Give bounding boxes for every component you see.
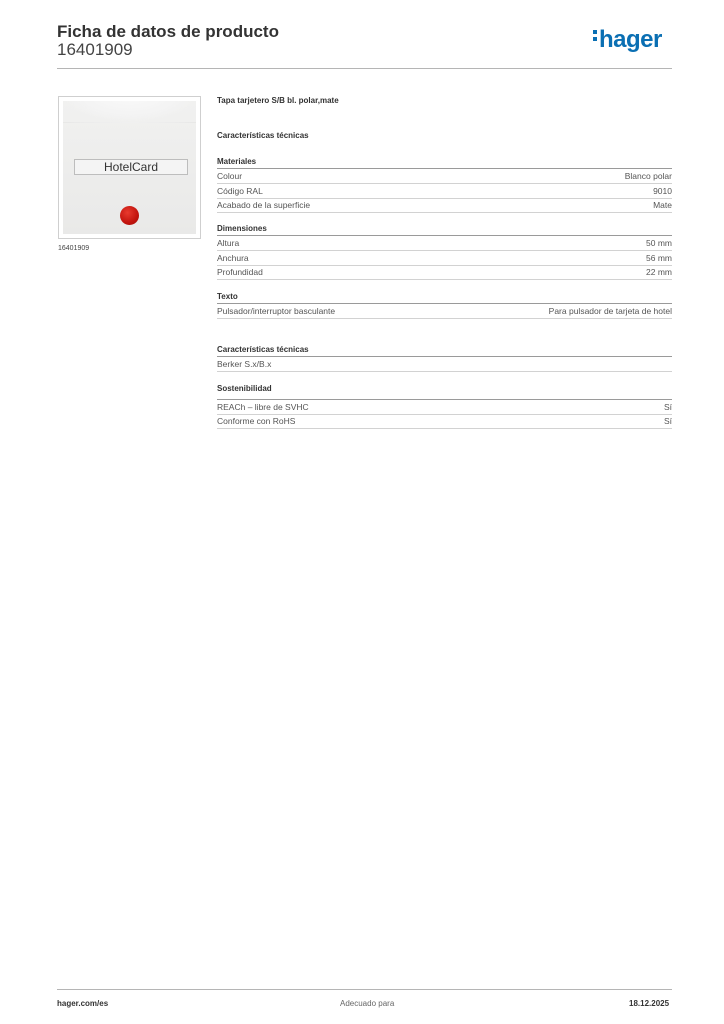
product-image [58,96,201,239]
row-label: Berker S.x/B.x [217,359,272,369]
row-value: Mate [653,200,672,210]
product-image-render [63,101,196,234]
section-heading-texto: Texto [217,292,238,301]
row-value: 50 mm [646,238,672,248]
footer-website-link[interactable]: hager.com/es [57,999,109,1008]
row-label: REACh – libre de SVHC [217,402,309,412]
row-label: Colour [217,171,243,181]
row-label: Código RAL [217,186,263,196]
table-row [217,400,672,415]
row-label: Anchura [217,253,249,263]
red-indicator-led [120,206,139,225]
image-caption: 16401909 [58,245,90,252]
section-heading-sostenibilidad: Sostenibilidad [217,384,272,393]
cover-top-arc [63,101,196,123]
row-label: Acabado de la superficie [217,200,311,210]
table-row [217,304,672,319]
header-divider [57,68,672,69]
page-title: Ficha de datos de producto [57,22,279,41]
row-value: 9010 [653,186,672,196]
row-value: Para pulsador de tarjeta de hotel [548,306,672,316]
row-value: 22 mm [646,267,672,277]
section-heading-materiales: Materiales [217,157,257,166]
table-row [217,169,672,184]
hotelcard-slot [74,159,188,175]
logo-dots-icon [593,30,598,44]
row-value: Blanco polar [624,171,672,181]
row-value: 56 mm [646,253,672,263]
table-row [217,251,672,266]
row-label: Conforme con RoHS [217,416,296,426]
table-row [217,414,672,429]
row-label: Pulsador/interruptor basculante [217,306,336,316]
tech-characteristics-heading: Características técnicas [217,131,309,140]
table-row [217,265,672,280]
table-row [217,357,672,372]
logo-text: hager [599,26,662,53]
footer-date: 18.12.2025 [629,999,670,1008]
table-row [217,198,672,213]
section-heading-dimensiones: Dimensiones [217,224,267,233]
product-number: 16401909 [57,40,133,59]
product-name: Tapa tarjetero S/B bl. polar,mate [217,96,339,105]
hotelcard-label: HotelCard [103,160,159,174]
row-value: Sí [663,402,672,412]
table-row [217,236,672,251]
row-value: Sí [663,416,672,426]
table-row [217,184,672,199]
hager-logo [593,28,662,52]
footer-center-text: Adecuado para [340,999,395,1008]
row-label: Altura [217,238,240,248]
row-label: Profundidad [217,267,263,277]
section-heading-caracteristicas: Características técnicas [217,345,309,354]
footer-divider [57,989,672,990]
